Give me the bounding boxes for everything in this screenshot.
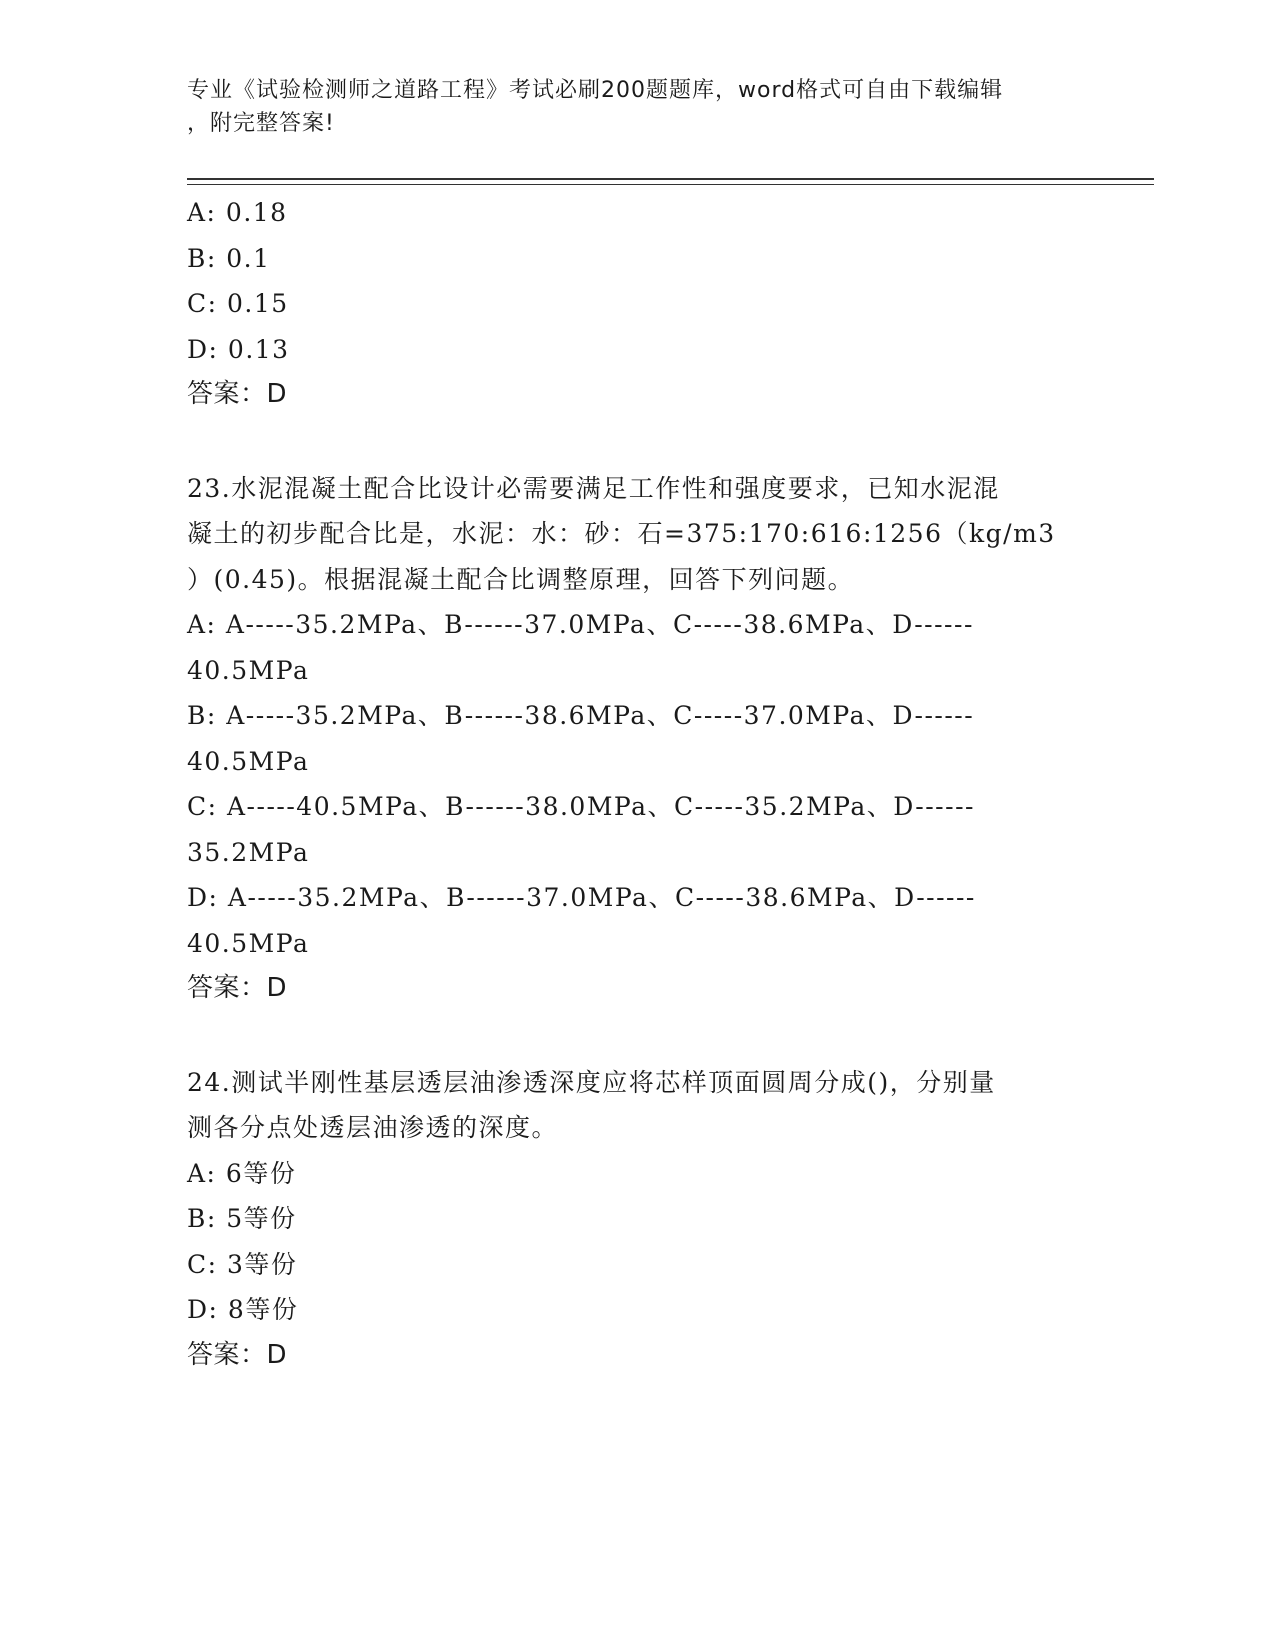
header-divider-thick <box>187 178 1154 180</box>
q23-option-d-cont: 40.5MPa <box>187 928 310 958</box>
q23-option-c: C: A-----40.5MPa、B------38.0MPa、C-----35.2MPa、D------ <box>187 792 975 821</box>
q24-answer: 答案：D <box>187 1339 288 1370</box>
q24-option-d: D: 8等份 <box>187 1295 299 1324</box>
q24-option-a: A: 6等份 <box>187 1158 297 1188</box>
question-22-block <box>187 190 1107 418</box>
question-23-block <box>187 466 1107 1012</box>
q22-answer: 答案：D <box>187 379 288 409</box>
header-divider-thin <box>187 184 1154 185</box>
header-line-2: ，附完整答案! <box>187 111 335 136</box>
q23-option-a: A: A-----35.2MPa、B------37.0MPa、C-----38.6MPa、D------ <box>187 610 974 639</box>
q23-option-c-cont: 35.2MPa <box>187 837 310 867</box>
q24-option-b: B: 5等份 <box>187 1204 297 1233</box>
q23-answer: 答案：D <box>187 973 288 1003</box>
q23-option-b: B: A-----35.2MPa、B------38.6MPa、C-----37.0MPa、D------ <box>187 701 975 730</box>
q24-stem-line-2: 测各分点处透层油渗透的深度。 <box>187 1113 559 1142</box>
q24-stem-line-1: 24.测试半刚性基层透层油渗透深度应将芯样顶面圆周分成()，分别量 <box>187 1067 996 1097</box>
q23-option-d: D: A-----35.2MPa、B------37.0MPa、C-----38.6MPa、D------ <box>187 883 976 912</box>
q23-option-a-cont: 40.5MPa <box>187 655 310 685</box>
q23-stem-line-2: 凝土的初步配合比是，水泥：水：砂：石=375:170:616:1256（kg/m3 <box>187 519 1056 548</box>
q23-stem-line-1: 23.水泥混凝土配合比设计必需要满足工作性和强度要求，已知水泥混 <box>187 473 1000 503</box>
q23-stem-line-3: ）(0.45)。根据混凝土配合比调整原理，回答下列问题。 <box>187 564 855 594</box>
header-line-1: 专业《试验检测师之道路工程》考试必刷200题题库，word格式可自由下载编辑 <box>187 78 1004 103</box>
document-header <box>187 74 1087 140</box>
q23-option-b-cont: 40.5MPa <box>187 746 310 776</box>
question-gap <box>187 418 1107 466</box>
question-24-block <box>187 1060 1107 1379</box>
q22-option-d: D: 0.13 <box>187 334 290 364</box>
document-body <box>187 190 1107 1378</box>
q22-option-a: A: 0.18 <box>187 198 288 227</box>
q22-option-b: B: 0.1 <box>187 243 271 273</box>
question-gap <box>187 1012 1107 1060</box>
q22-option-c: C: 0.15 <box>187 289 289 318</box>
q24-option-c: C: 3等份 <box>187 1249 298 1279</box>
